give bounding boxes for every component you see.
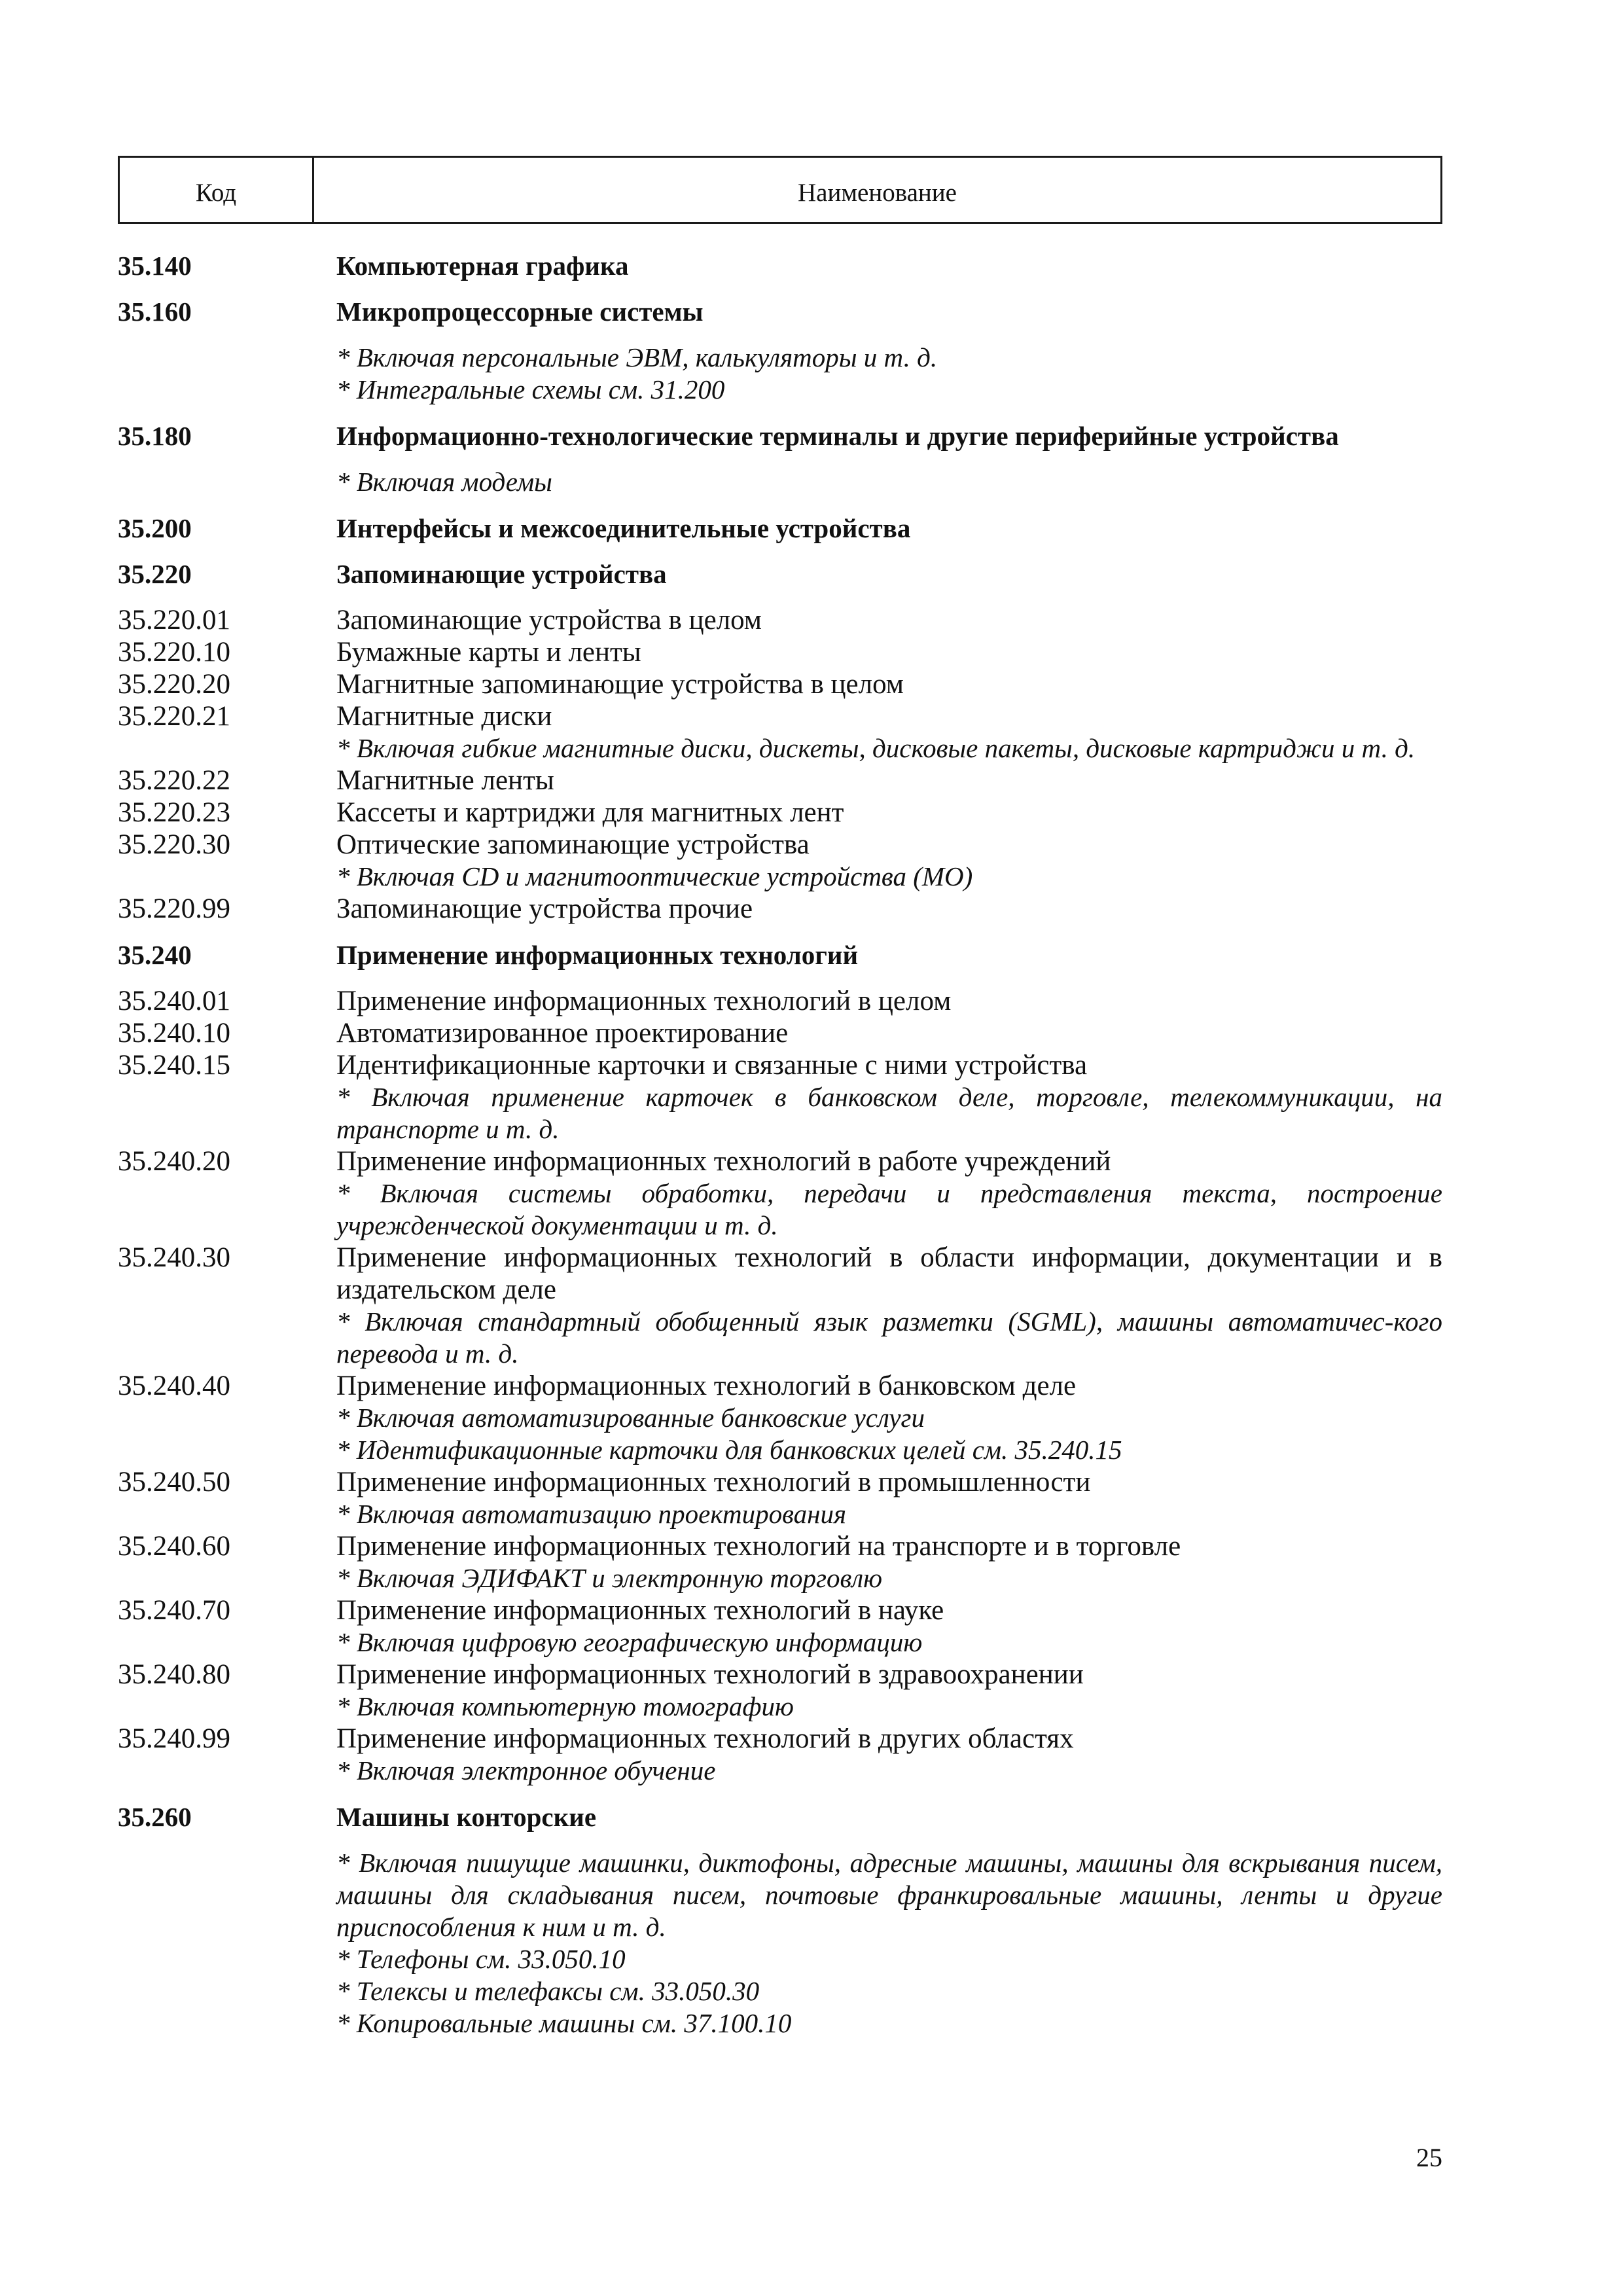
subsection-row [118, 1017, 1442, 1049]
row-code: 35.160 [118, 296, 192, 327]
note-row [118, 1943, 1442, 1975]
row-code [118, 1562, 336, 1594]
row-code: 35.240.30 [118, 1242, 230, 1273]
row-note: * Копировальные машины см. 37.100.10 [336, 2008, 792, 2038]
subsection-row [118, 1049, 1442, 1081]
row-note: * Включая гибкие магнитные диски, дискеты, дисковые пакеты, дисковые картриджи и т. д. [336, 733, 1416, 763]
row-code: 35.240.99 [118, 1723, 230, 1754]
note-row [118, 1081, 1442, 1145]
row-note: * Телефоны см. 33.050.10 [336, 1944, 626, 1974]
row-code [118, 1434, 336, 1466]
row-note: * Включая пишущие машинки, диктофоны, адресные машины, машины для вскрывания писем, машины для складывания писем, почтовые франкировальные машины, ленты и другие приспособления к ним и т. д. [336, 1848, 1442, 1942]
row-note: * Включая автоматизацию проектирования [336, 1499, 847, 1529]
row-note: * Включая CD и магнитооптические устройства (MO) [336, 861, 973, 891]
row-title: Запоминающие устройства в целом [336, 605, 762, 636]
row-code [118, 1081, 336, 1145]
row-title: Магнитные диски [336, 701, 552, 732]
row-title: Применение информационных технологий в банковском деле [336, 1371, 1077, 1401]
section-row [118, 420, 1442, 452]
note-row [118, 1402, 1442, 1434]
subsection-row [118, 1242, 1442, 1306]
row-code [118, 1498, 336, 1530]
subsection-row [118, 1723, 1442, 1755]
row-note: * Включая модемы [336, 467, 552, 497]
subsection-row [118, 700, 1442, 732]
subsection-row [118, 829, 1442, 861]
row-note: * Включая ЭДИФАКТ и электронную торговлю [336, 1563, 883, 1593]
row-note: * Включая системы обработки, передачи и представления текста, построение учрежденческой документации и т. д. [336, 1178, 1442, 1240]
row-code: 35.260 [118, 1802, 192, 1832]
note-row [118, 1306, 1442, 1370]
row-code: 35.180 [118, 421, 192, 451]
table-header [118, 156, 1442, 224]
row-code [118, 2007, 336, 2039]
subsection-row [118, 985, 1442, 1017]
row-title: Применение информационных технологий [336, 940, 859, 970]
note-row [118, 861, 1442, 893]
subsection-row [118, 764, 1442, 797]
row-note: * Идентификационные карточки для банковских целей см. 35.240.15 [336, 1435, 1122, 1465]
row-title: Автоматизированное проектирование [336, 1018, 789, 1049]
row-code: 35.220.23 [118, 797, 230, 828]
header-name: Наименование [798, 178, 957, 207]
row-code [118, 1847, 336, 1943]
row-title: Кассеты и картриджи для магнитных лент [336, 797, 844, 828]
subsection-row [118, 1370, 1442, 1402]
row-title: Бумажные карты и ленты [336, 637, 641, 668]
row-code: 35.240.50 [118, 1467, 230, 1498]
note-row [118, 466, 1442, 498]
row-note: * Телексы и телефаксы см. 33.050.30 [336, 1976, 760, 2006]
row-code: 35.220.01 [118, 605, 230, 636]
row-title: Компьютерная графика [336, 251, 629, 281]
row-code [118, 1177, 336, 1242]
row-title: Применение информационных технологий в целом [336, 986, 952, 1016]
row-title: Интерфейсы и межсоединительные устройства [336, 513, 911, 543]
row-title: Применение информационных технологий в работе учреждений [336, 1146, 1111, 1177]
row-title: Применение информационных технологий в науке [336, 1595, 944, 1626]
row-code: 35.220.21 [118, 701, 230, 732]
row-code [118, 861, 336, 893]
row-code [118, 1975, 336, 2007]
row-title: Применение информационных технологий в здравоохранении [336, 1659, 1084, 1690]
row-code: 35.240.01 [118, 986, 230, 1016]
section-row [118, 250, 1442, 281]
row-title: Информационно-технологические терминалы и другие периферийные устройства [336, 421, 1339, 451]
note-row [118, 374, 1442, 406]
row-code [118, 1691, 336, 1723]
row-title: Запоминающие устройства прочие [336, 893, 753, 924]
row-code [118, 466, 336, 498]
row-code: 35.240.20 [118, 1146, 230, 1177]
row-title: Запоминающие устройства [336, 559, 667, 589]
row-code [118, 342, 336, 374]
subsection-row [118, 797, 1442, 829]
section-row [118, 558, 1442, 590]
row-title: Магнитные запоминающие устройства в целом [336, 669, 904, 700]
row-note: * Интегральные схемы см. 31.200 [336, 374, 725, 404]
row-note: * Включая электронное обучение [336, 1755, 716, 1785]
row-code: 35.220.20 [118, 669, 230, 700]
note-row [118, 1975, 1442, 2007]
row-code [118, 1306, 336, 1370]
subsection-row [118, 636, 1442, 668]
subsection-row [118, 1530, 1442, 1562]
note-row [118, 2007, 1442, 2039]
row-note: * Включая применение карточек в банковском деле, торговле, телекоммуникации, на транспорте и т. д. [336, 1082, 1442, 1144]
note-row [118, 1626, 1442, 1659]
row-title: Микропроцессорные системы [336, 296, 704, 327]
row-code: 35.240.40 [118, 1371, 230, 1401]
row-title: Машины конторские [336, 1802, 597, 1832]
row-title: Идентификационные карточки и связанные с ними устройства [336, 1050, 1088, 1081]
subsection-row [118, 893, 1442, 925]
row-code: 35.220.22 [118, 765, 230, 796]
page-number: 25 [1416, 2143, 1442, 2172]
note-row [118, 1434, 1442, 1466]
note-row [118, 1562, 1442, 1594]
row-code [118, 1626, 336, 1659]
row-code [118, 1755, 336, 1787]
row-code [118, 732, 336, 764]
note-row [118, 732, 1442, 764]
row-code: 35.220 [118, 559, 192, 589]
row-code [118, 374, 336, 406]
row-code [118, 1402, 336, 1434]
row-note: * Включая персональные ЭВМ, калькуляторы и т. д. [336, 342, 938, 372]
row-code [118, 1943, 336, 1975]
row-code: 35.240.10 [118, 1018, 230, 1049]
note-row [118, 342, 1442, 374]
note-row [118, 1177, 1442, 1242]
row-note: * Включая стандартный обобщенный язык разметки (SGML), машины автоматичес-кого перевода и т. д. [336, 1306, 1442, 1369]
subsection-row [118, 1659, 1442, 1691]
section-row [118, 1801, 1442, 1833]
row-code: 35.240.60 [118, 1531, 230, 1562]
note-row [118, 1691, 1442, 1723]
note-row [118, 1847, 1442, 1943]
row-code: 35.240.80 [118, 1659, 230, 1690]
row-title: Магнитные ленты [336, 765, 554, 796]
row-code: 35.240.70 [118, 1595, 230, 1626]
subsection-row [118, 668, 1442, 700]
row-title: Применение информационных технологий на транспорте и в торговле [336, 1531, 1181, 1562]
row-code: 35.200 [118, 513, 192, 543]
row-title: Применение информационных технологий в области информации, документации и в издательском деле [336, 1242, 1442, 1305]
section-row [118, 512, 1442, 544]
row-title: Применение информационных технологий в других областях [336, 1723, 1074, 1754]
note-row [118, 1755, 1442, 1787]
row-note: * Включая компьютерную томографию [336, 1691, 794, 1721]
subsection-row [118, 1594, 1442, 1626]
row-code: 35.220.30 [118, 829, 230, 860]
subsection-row [118, 1466, 1442, 1498]
section-row [118, 939, 1442, 971]
subsection-row [118, 604, 1442, 636]
row-title: Оптические запоминающие устройства [336, 829, 810, 860]
classification-list [118, 250, 1442, 2039]
section-row [118, 296, 1442, 327]
row-code: 35.240 [118, 940, 192, 970]
row-title: Применение информационных технологий в промышленности [336, 1467, 1091, 1498]
row-code: 35.220.99 [118, 893, 230, 924]
row-code: 35.220.10 [118, 637, 230, 668]
row-note: * Включая цифровую географическую информацию [336, 1627, 923, 1657]
note-row [118, 1498, 1442, 1530]
subsection-row [118, 1145, 1442, 1177]
row-code: 35.240.15 [118, 1050, 230, 1081]
header-code: Код [120, 158, 314, 222]
row-note: * Включая автоматизированные банковские услуги [336, 1403, 925, 1433]
row-code: 35.140 [118, 251, 192, 281]
